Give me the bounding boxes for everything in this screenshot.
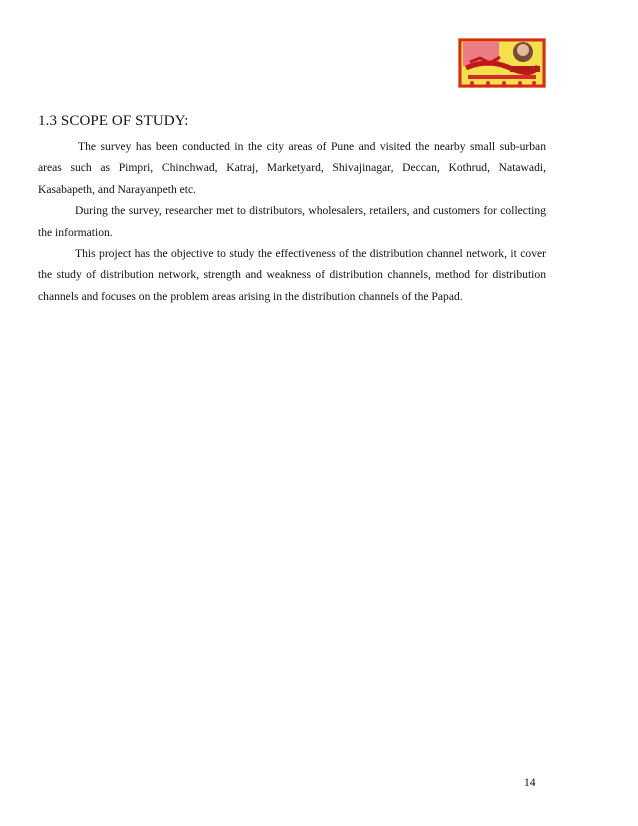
page-number: 14 [524, 776, 536, 789]
papad-brand-logo [458, 38, 546, 88]
paragraph-survey-participants: During the survey, researcher met to distributors, wholesalers, retailers, and customers for collecting the information. [38, 204, 546, 239]
paragraph-project-objective: This project has the objective to study the effectiveness of the distribution channel network, it cover the study of distribution network, strength and weakness of distribution channels, method for distribution channels and focuses on the problem areas arising in the distribution channels of the Papad. [38, 247, 546, 303]
section-body [38, 136, 546, 307]
section-heading: 1.3 SCOPE OF STUDY: [38, 113, 189, 129]
logo-image-icon [458, 38, 546, 88]
paragraph-survey-areas: The survey has been conducted in the city areas of Pune and visited the nearby small sub-urban areas such as Pimpri, Chinchwad, Katraj, Marketyard, Shivajinagar, Deccan, Kothrud, Natawadi, Kasabapeth, and Narayanpeth etc. [38, 140, 546, 196]
